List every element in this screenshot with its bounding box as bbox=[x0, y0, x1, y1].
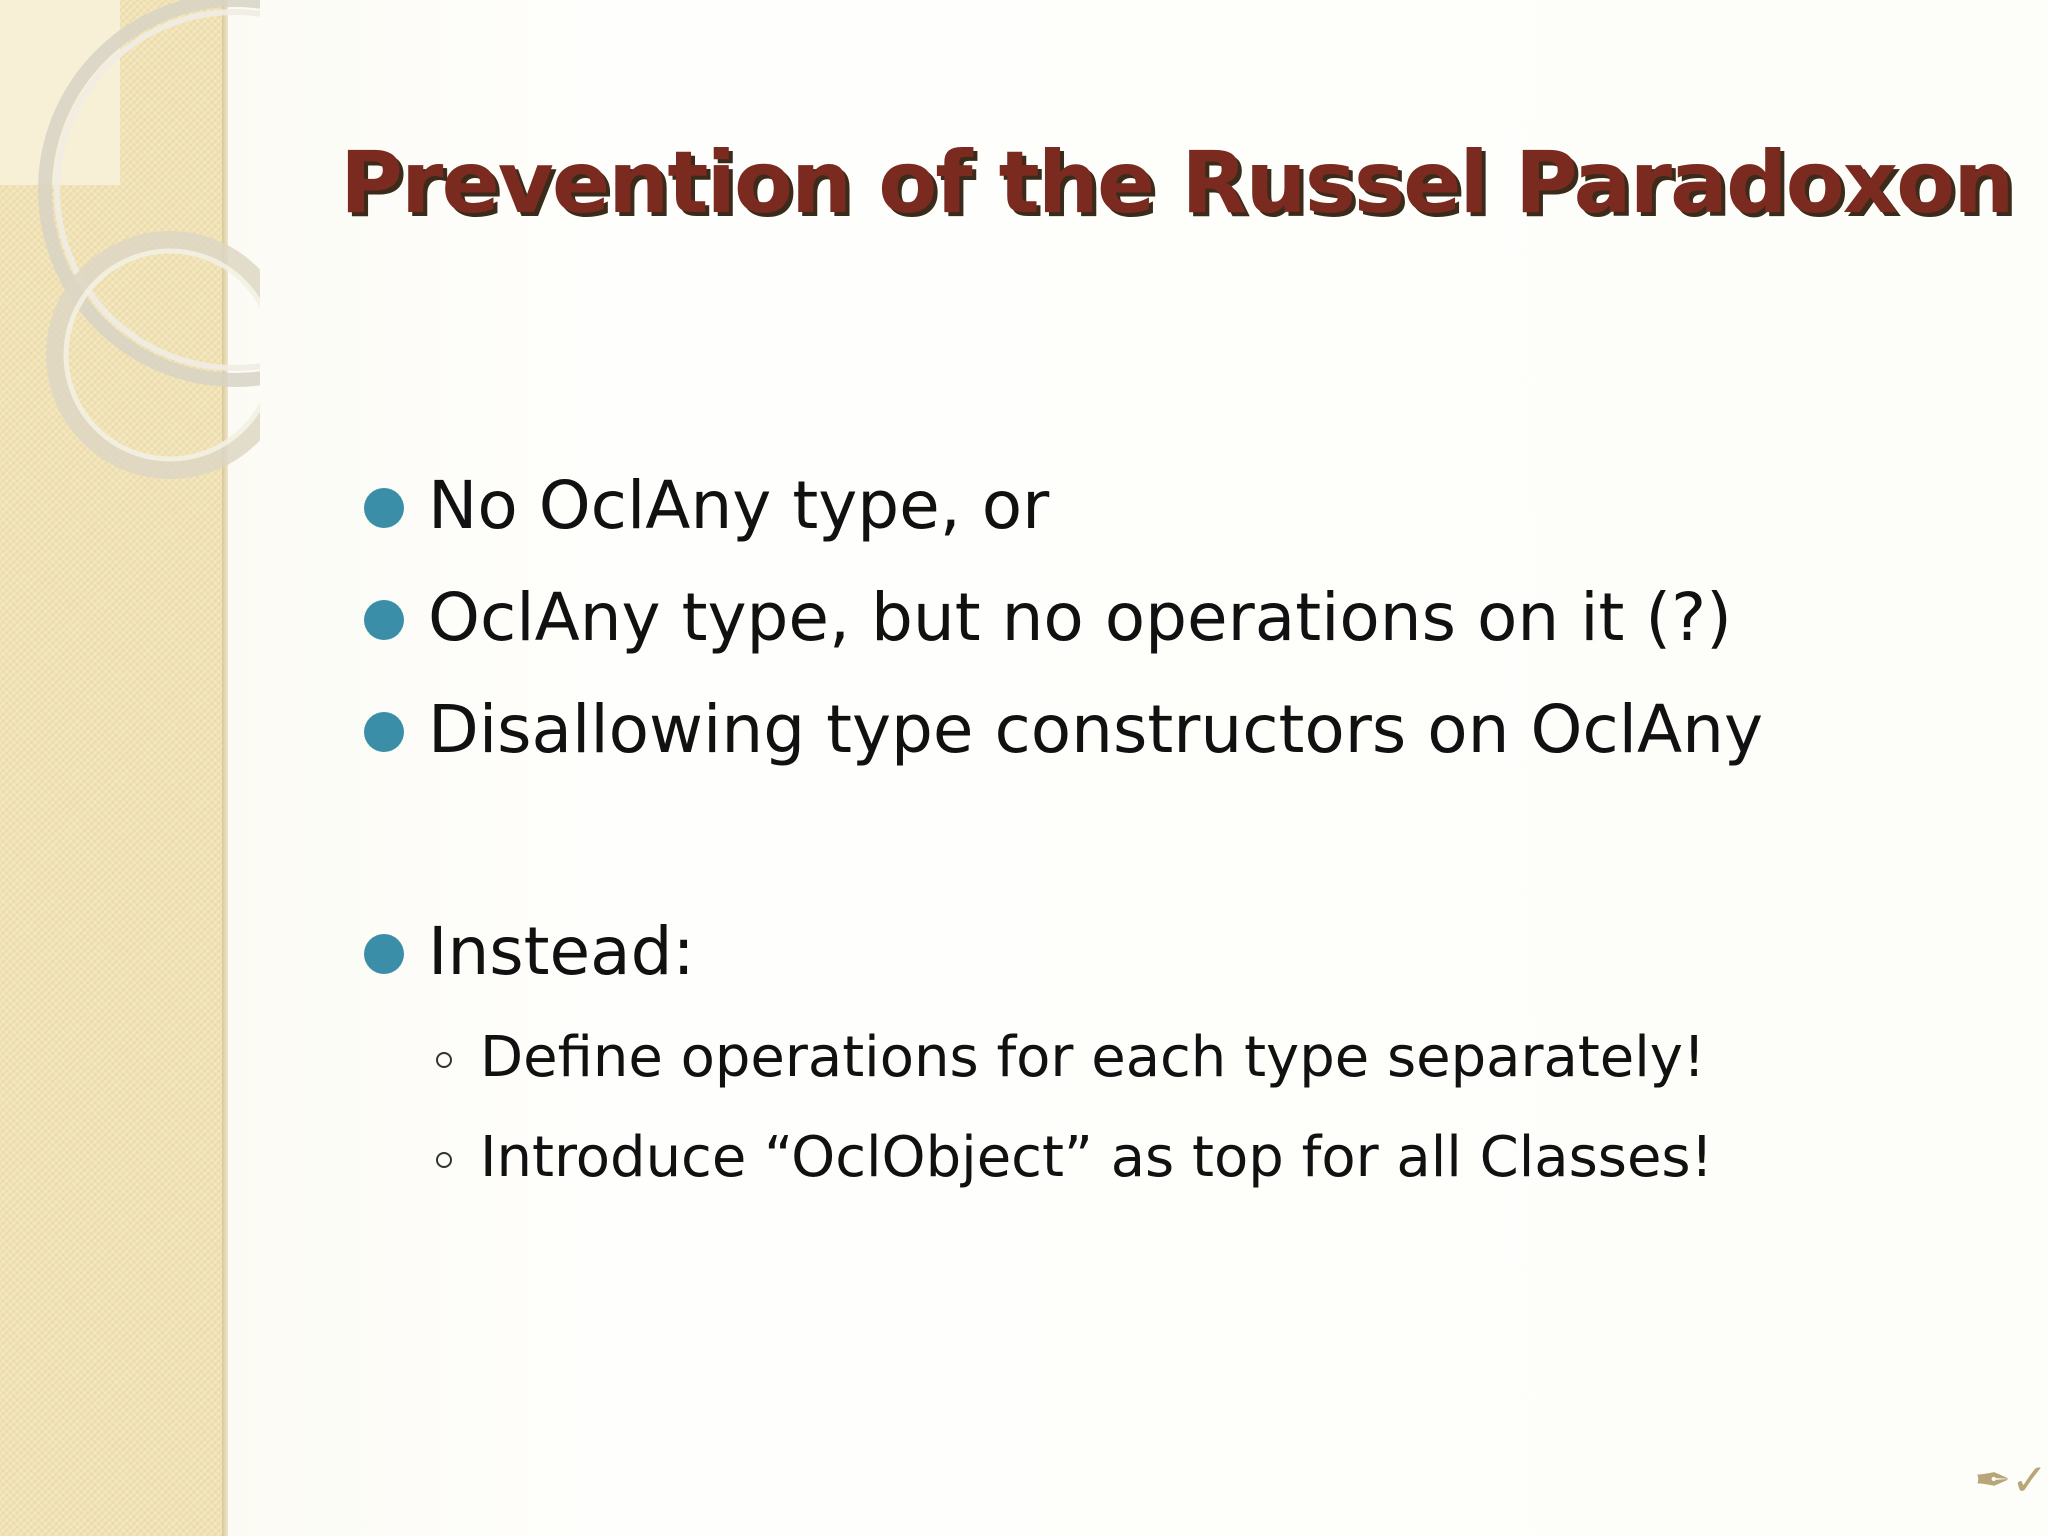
sub-bullet-text: Introduce “OclObject” as top for all Classes! bbox=[480, 1125, 1714, 1190]
ring-bullet-icon bbox=[436, 1052, 452, 1068]
bullet-text: Instead: bbox=[428, 913, 695, 990]
bullet-item-1 bbox=[360, 450, 1763, 562]
bullet-dot-icon bbox=[364, 934, 404, 974]
bullet-text: No OclAny type, or bbox=[428, 467, 1050, 544]
ring-bullet-icon bbox=[436, 1152, 452, 1168]
sub-bullet-text: Define operations for each type separately! bbox=[480, 1025, 1706, 1090]
sub-bullet-list bbox=[428, 1008, 1763, 1208]
bullet-list bbox=[360, 450, 1763, 1208]
pen-check-icon: ✒✓ bbox=[1974, 1455, 2048, 1506]
bullet-item-instead bbox=[360, 896, 1763, 1208]
large-ring bbox=[45, 0, 260, 380]
small-ring bbox=[55, 240, 260, 470]
bullet-dot-icon bbox=[364, 488, 404, 528]
bullet-text: OclAny type, but no operations on it (?) bbox=[428, 579, 1732, 656]
decorative-rings bbox=[0, 0, 260, 520]
sub-bullet-item-2 bbox=[360, 1108, 1763, 1208]
bullet-text: Disallowing type constructors on OclAny bbox=[428, 691, 1764, 768]
slide-title: Prevention of the Russel Paradoxon bbox=[340, 133, 2013, 233]
bullet-item-2 bbox=[360, 562, 1763, 674]
bullet-dot-icon bbox=[364, 600, 404, 640]
sub-bullet-item-1 bbox=[360, 1008, 1763, 1108]
bullet-dot-icon bbox=[364, 712, 404, 752]
bullet-item-3 bbox=[360, 674, 1763, 786]
